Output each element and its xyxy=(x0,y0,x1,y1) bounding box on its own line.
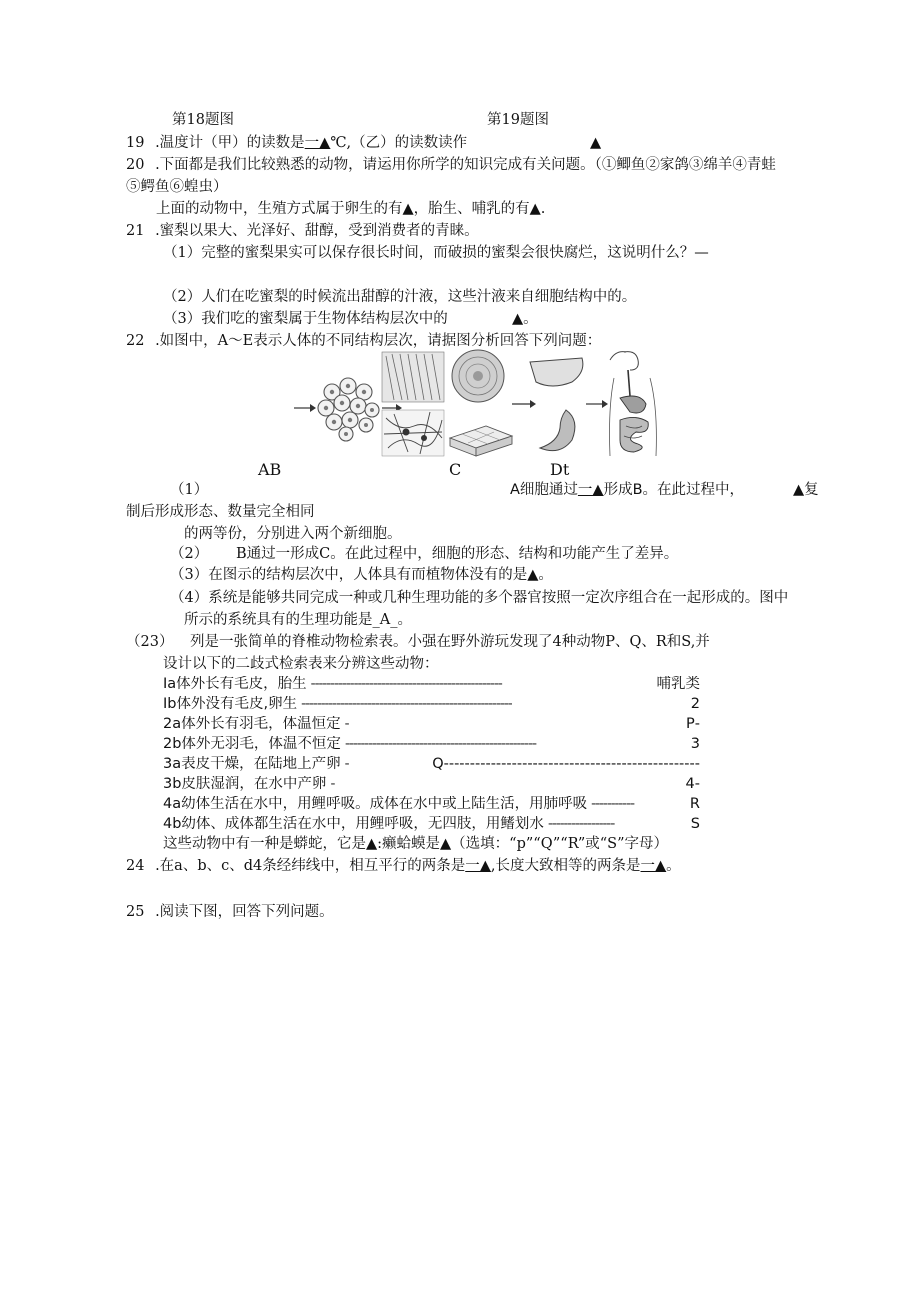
answer-blank: 一▲ xyxy=(640,858,667,874)
key-row-result: S xyxy=(690,816,700,832)
key-row-result: 3 xyxy=(690,736,700,752)
key-row-leader: ----------- xyxy=(591,796,635,812)
key-row-description: Ib体外没有毛皮,卵生 xyxy=(163,696,298,712)
question-20-line2: ⑤鳄鱼⑥蝗虫） xyxy=(126,179,228,195)
answer-mark: ▲ xyxy=(590,135,602,151)
question-number: （23） xyxy=(126,634,174,650)
key-row xyxy=(163,776,700,793)
epithelial-tissue-image xyxy=(450,426,512,456)
key-row-description: 3a表皮干燥，在陆地上产卵 xyxy=(163,756,341,772)
question-20: 20 .下面都是我们比较熟悉的动物，请运用你所学的知识完成有关问题。（①鲫鱼②家鸽③绵羊④青蛙 xyxy=(126,157,776,173)
figure-label-ab: AB xyxy=(258,460,282,479)
key-row-leader: ------------------------------------------------------ xyxy=(301,696,512,712)
key-row-leader: ----------------- xyxy=(547,816,615,832)
question-22-part4-line1: （4）系统是能够共同完成一种或几种生理功能的多个器官按照一定次序组合在一起形成的。图中 xyxy=(170,590,789,606)
question-number: 24 xyxy=(126,858,145,874)
key-row-leader: ------------------------------------------------- xyxy=(344,736,537,752)
key-row-leader: - xyxy=(344,716,349,732)
answer-blank: 一▲ xyxy=(465,858,491,874)
key-row-description: Ia体外长有毛皮，胎生 xyxy=(163,676,307,692)
question-22-part3: （3）在图示的结构层次中，人体具有而植物体没有的是▲。 xyxy=(170,567,553,583)
question-21-part1: （1）完整的蜜梨果实可以保存很长时间，而破损的蜜梨会很快腐烂，这说明什么？— xyxy=(163,245,709,261)
arrow-icon xyxy=(512,400,536,408)
question-number: 19 xyxy=(126,135,145,151)
nerve-tissue-image xyxy=(382,410,444,456)
answer-blank: 一▲ xyxy=(304,135,331,151)
question-number: 20 xyxy=(126,157,145,173)
bone-tissue-image xyxy=(452,350,504,402)
key-row-leader: - xyxy=(344,756,349,772)
body-structure-levels-figure xyxy=(290,348,660,460)
stomach-organ-image xyxy=(540,410,575,451)
key-row-description: 4a幼体生活在水中，用鲤呼吸。成体在水中或上陆生活，用肺呼吸 xyxy=(163,796,588,812)
arrow-icon xyxy=(294,404,316,412)
question-21: 21 .蜜梨以果大、光泽好、甜醇，受到消费者的青睐。 xyxy=(126,223,479,239)
key-row xyxy=(163,796,700,813)
key-row-result: -P xyxy=(686,716,700,732)
question-25: 25 .阅读下图，回答下列问题。 xyxy=(126,904,334,920)
answer-mark: ▲。 xyxy=(512,311,538,327)
digestive-system-image xyxy=(610,352,657,456)
question-22-part2: B通过一形成C。在此过程中，细胞的形态、结构和功能产生了差异。 xyxy=(236,546,679,562)
question-22-part1-line3: 的两等份，分别进入两个新细胞。 xyxy=(184,526,402,542)
question-20-line3: 上面的动物中，生殖方式属于卵生的有▲，胎生、哺乳的有▲. xyxy=(156,201,546,217)
question-23-intro: 列是一张简单的脊椎动物检索表。小强在野外游玩发现了4种动物P、Q、R和S,并 xyxy=(190,634,710,650)
key-row-result: 哺乳类 xyxy=(656,676,700,692)
question-22-part1: A细胞通过一▲形成B。在此过程中， xyxy=(510,482,745,498)
key-row xyxy=(163,716,700,733)
key-row-result: -------------------------------------------------Q xyxy=(432,756,700,772)
key-row xyxy=(163,696,700,713)
answer-blank: 一▲ xyxy=(577,482,604,498)
caption-fig18: 第18题图 xyxy=(172,112,234,128)
key-row-result: -4 xyxy=(685,776,700,792)
question-21-part2: （2）人们在吃蜜梨的时候流出甜醇的汁液，这些汁液来自细胞结构中的。 xyxy=(163,289,637,305)
figure-label-c: C xyxy=(449,460,462,479)
key-row-description: 2a体外长有羽毛，体温恒定 xyxy=(163,716,341,732)
question-22-part1-number: （1） xyxy=(170,482,209,498)
key-row-result: 2 xyxy=(690,696,700,712)
key-row xyxy=(163,676,700,693)
question-22-part1-line2: 制后形成形态、数量完全相同 xyxy=(126,504,315,520)
question-number: 21 xyxy=(126,223,145,239)
arrow-icon xyxy=(586,400,608,408)
question-23-answer: 这些动物中有一种是蟒蛇，它是▲:癞蛤蟆是▲（选填：“p”“Q”“R”或“S”字母） xyxy=(163,836,668,852)
question-22: 22 .如图中，A～E表示人体的不同结构层次，请据图分析回答下列问题： xyxy=(126,333,602,349)
caption-fig19: 第19题图 xyxy=(487,112,549,128)
question-number: 22 xyxy=(126,333,145,349)
key-row xyxy=(163,816,700,833)
question-21-part3: （3）我们吃的蜜梨属于生物体结构层次中的 xyxy=(163,311,448,327)
key-row-result: R xyxy=(689,796,700,812)
question-22-part2-number: （2） xyxy=(170,546,209,562)
answer-mark: ▲复 xyxy=(793,482,819,498)
muscle-tissue-image xyxy=(382,352,444,402)
question-23-intro2: 设计以下的二歧式检索表来分辨这些动物： xyxy=(163,656,439,672)
key-row-description: 2b体外无羽毛，体温不恒定 xyxy=(163,736,341,752)
key-row-description: 4b幼体、成体都生活在水中，用鲤呼吸，无四肢，用鳍划水 xyxy=(163,816,544,832)
key-row xyxy=(163,736,700,753)
figure-label-d: Dt xyxy=(550,460,570,479)
question-number: 25 xyxy=(126,904,145,920)
key-row-leader: - xyxy=(330,776,335,792)
key-row-description: 3b皮肤湿润，在水中产卵 xyxy=(163,776,327,792)
key-row xyxy=(163,756,700,773)
key-row-leader: ------------------------------------------------- xyxy=(310,676,502,692)
liver-organ-image xyxy=(530,358,583,386)
question-22-part4-line2: 所示的系统具有的生理功能是_A_。 xyxy=(184,612,412,628)
question-24: 24 .在a、b、c、d4条经纬线中，相互平行的两条是一▲,长度大致相等的两条是一▲。 xyxy=(126,858,681,874)
question-19: 19 .温度计（甲）的读数是一▲℃,（乙）的读数读作 xyxy=(126,135,468,151)
